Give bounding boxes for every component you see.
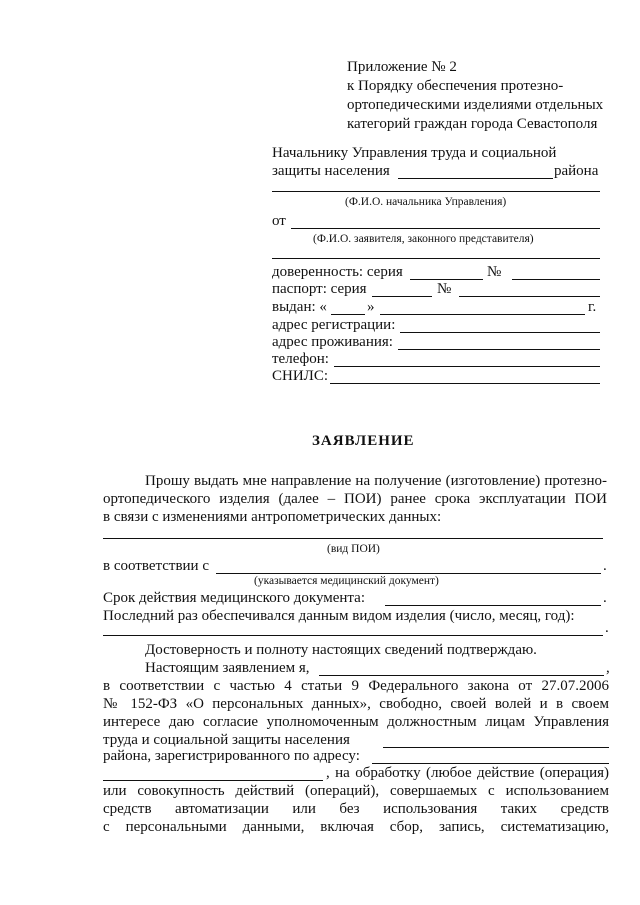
appendix-number: Приложение № 2 xyxy=(347,59,457,75)
issued-quote-close: » xyxy=(367,299,375,315)
applicant-name-extra-field[interactable] xyxy=(272,258,600,259)
consent-start: Настоящим заявлением я, xyxy=(145,660,310,676)
appendix-line: к Порядку обеспечения протезно- xyxy=(347,78,564,94)
period: . xyxy=(605,620,609,636)
passport-label: паспорт: серия xyxy=(272,281,367,297)
phone-label: телефон: xyxy=(272,351,329,367)
district-field[interactable] xyxy=(398,178,553,179)
consent-line: средств автоматизации или без использования таких средств xyxy=(103,801,609,817)
consent-address-cont-field[interactable] xyxy=(103,780,323,781)
live-address-field[interactable] xyxy=(398,349,600,350)
issued-day-field[interactable] xyxy=(331,314,365,315)
consent-line: № 152-ФЗ «О персональных данных», свободно, своей волей и в своем xyxy=(103,696,609,712)
addressee-prefix: защиты населения xyxy=(272,163,390,179)
consent-line: с персональными данными, включая сбор, запись, систематизацию, xyxy=(103,819,609,835)
phone-field[interactable] xyxy=(334,366,600,367)
addressee-suffix: района xyxy=(554,163,599,179)
request-line: в связи с изменениями антропометрических данных: xyxy=(103,509,442,525)
number-sign: № xyxy=(487,264,502,280)
proxy-label: доверенность: серия xyxy=(272,264,403,280)
snils-label: СНИЛС: xyxy=(272,368,329,384)
consent-name-field[interactable] xyxy=(319,675,604,676)
consent-line: интересе даю согласие уполномоченным должностным лицам Управления xyxy=(103,714,609,730)
consent-line: района, зарегистрированного по адресу: xyxy=(103,748,360,764)
year-suffix: г. xyxy=(588,299,597,315)
applicant-name-field[interactable] xyxy=(291,228,600,229)
number-sign: № xyxy=(437,281,452,297)
validity-label: Срок действия медицинского документа: xyxy=(103,590,365,606)
consent-district-field[interactable] xyxy=(383,747,609,748)
consent-line: труда и социальной защиты населения xyxy=(103,732,350,748)
live-address-label: адрес проживания: xyxy=(272,334,393,350)
consent-line: в соответствии с частью 4 статьи 9 Федерального закона от 27.07.2006 xyxy=(103,678,609,694)
appendix-line: ортопедическими изделиями отдельных xyxy=(347,97,604,113)
issued-label: выдан: « xyxy=(272,299,327,315)
proxy-number-field[interactable] xyxy=(512,279,600,280)
head-name-field[interactable] xyxy=(272,191,600,192)
confirm-text: Достоверность и полноту настоящих сведений подтверждаю. xyxy=(145,642,537,658)
from-label: от xyxy=(272,213,286,229)
snils-field[interactable] xyxy=(330,383,600,384)
passport-series-field[interactable] xyxy=(372,296,432,297)
consent-line: , на обработку (любое действие (операция) xyxy=(326,765,609,781)
issued-month-year-field[interactable] xyxy=(380,314,585,315)
request-line: Прошу выдать мне направление на получение (изготовление) протезно- xyxy=(145,473,607,489)
document-title: ЗАЯВЛЕНИЕ xyxy=(312,433,415,449)
consent-line: или совокупность действий (операций), совершаемых с использованием xyxy=(103,783,609,799)
hint-poi-type: (вид ПОИ) xyxy=(327,543,380,555)
reg-address-label: адрес регистрации: xyxy=(272,317,396,333)
appendix-line: категорий граждан города Севастополя xyxy=(347,116,598,132)
request-line: ортопедического изделия (далее – ПОИ) ранее срока эксплуатации ПОИ xyxy=(103,491,607,507)
according-label: в соответствии с xyxy=(103,558,209,574)
period: . xyxy=(603,590,607,606)
reg-address-field[interactable] xyxy=(400,332,600,333)
hint-med-document: (указывается медицинский документ) xyxy=(254,575,439,587)
poi-type-field[interactable] xyxy=(103,538,603,539)
addressee-line: Начальнику Управления труда и социальной xyxy=(272,145,557,161)
validity-field[interactable] xyxy=(385,605,601,606)
period: . xyxy=(603,558,607,574)
hint-applicant-name: (Ф.И.О. заявителя, законного представителя) xyxy=(313,233,534,245)
passport-number-field[interactable] xyxy=(459,296,600,297)
last-provided-field[interactable] xyxy=(103,635,603,636)
hint-head-name: (Ф.И.О. начальника Управления) xyxy=(345,196,507,208)
last-provided-label: Последний раз обеспечивался данным видом изделия (число, месяц, год): xyxy=(103,608,575,624)
comma: , xyxy=(606,660,610,676)
